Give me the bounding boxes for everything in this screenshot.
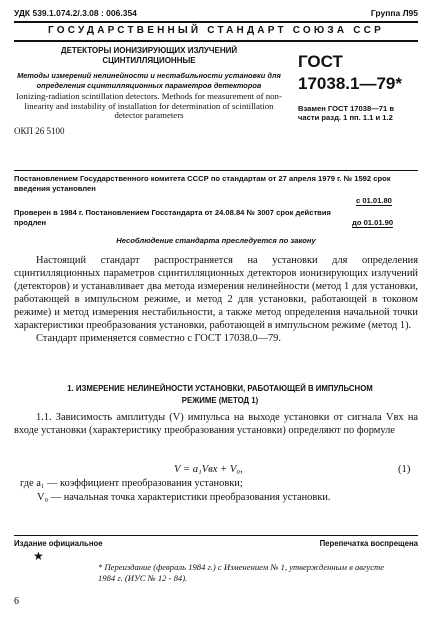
official-edition: Издание официальное <box>14 539 103 548</box>
title-block-rule <box>14 170 418 171</box>
reissue-note: * Переиздание (февраль 1984 г.) с Изменением № 1, утвержденным в августе 1984 г. (ИУС № 12 - 84). <box>98 562 385 583</box>
clause-1-1 <box>14 412 418 438</box>
header-rule-top <box>14 21 418 23</box>
gost-label: ГОСТ <box>298 52 343 71</box>
definition-v0: V₀ — начальная точка характеристики преобразования установки. <box>37 492 331 503</box>
formula-number: (1) <box>398 464 411 475</box>
scope-paragraph: Стандарт применяется совместно с ГОСТ 17038.0—79. <box>36 333 281 345</box>
page-number: 6 <box>14 596 19 607</box>
state-standard-banner: ГОСУДАРСТВЕННЫЙ СТАНДАРТ СОЮЗА ССР <box>48 25 384 36</box>
star-icon: ★ <box>33 549 44 563</box>
group-code: Группа Л95 <box>370 8 418 18</box>
title-block <box>14 46 284 136</box>
revision-decree: Проверен в 1984 г. Постановлением Госстандарта от 24.08.84 № 3007 срок действия продлен <box>14 208 331 227</box>
approval-decree: Постановлением Государственного комитета СССР по стандартам от 27 апреля 1979 г. № 1592 срок введения установлен <box>14 174 391 193</box>
okp-code: ОКП 26 5100 <box>14 125 65 136</box>
validity-date: до 01.01.90 <box>352 218 394 227</box>
footer-rule <box>14 535 418 536</box>
replaces-note: Взамен ГОСТ 17038—71 в части разд. 1 пп. 1.1 и 1.2 <box>298 104 395 123</box>
intro-paragraph: Настоящий стандарт распространяется на установки для определения сцинтилляционных параметров сцинтилляционных детекторов ионизирующих излучений (детекторов) и устанавливает два метода измерения нелинейности (метод 1 для установки, работающей в импульсном режиме, и метод 2 для установки, работающей в токовом режиме) и метод измерения нестабильности, а также метод определения начальной точки характеристики преобразования установки, работающей в импульсном режиме (метод 1). <box>14 255 418 331</box>
formula: V = a₁Vвх + V₀, <box>174 464 243 475</box>
standard-subtitle-ru: Методы измерений нелинейности и нестабильности установки для определения сцинтилляционных параметров детекторов <box>17 71 281 90</box>
clause-1-1-text: 1.1. Зависимость амплитуды (V) импульса на выходе установки от сигнала Vвх на входе установки (характеристику преобразования установки) определяют по формуле <box>14 412 418 436</box>
introduction-date: с 01.01.80 <box>356 196 392 205</box>
standard-title-ru: ДЕТЕКТОРЫ ИОНИЗИРУЮЩИХ ИЗЛУЧЕНИЙ СЦИНТИЛЛЯЦИОННЫЕ <box>60 46 238 65</box>
section-1-heading: 1. ИЗМЕРЕНИЕ НЕЛИНЕЙНОСТИ УСТАНОВКИ, РАБОТАЮЩЕЙ В ИМПУЛЬСНОМ РЕЖИМЕ (МЕТОД 1) <box>67 384 373 405</box>
reprint-prohibited: Перепечатка воспрещена <box>319 539 418 548</box>
standard-title-en: Ionizing-radiation scintillation detectors. Methods for measurement of non-linearity and instability of installation for determination of scintillation detector parameters <box>16 91 282 121</box>
gost-number: 17038.1—79* <box>298 74 402 93</box>
header-rule-bottom <box>14 40 418 42</box>
law-warning: Несоблюдение стандарта преследуется по закону <box>116 236 316 245</box>
udk-code: УДК 539.1.074.2/.3.08 : 006.354 <box>14 8 137 18</box>
definition-a1: где a₁ — коэффициент преобразования установки; <box>20 478 243 489</box>
main-text <box>14 255 418 346</box>
